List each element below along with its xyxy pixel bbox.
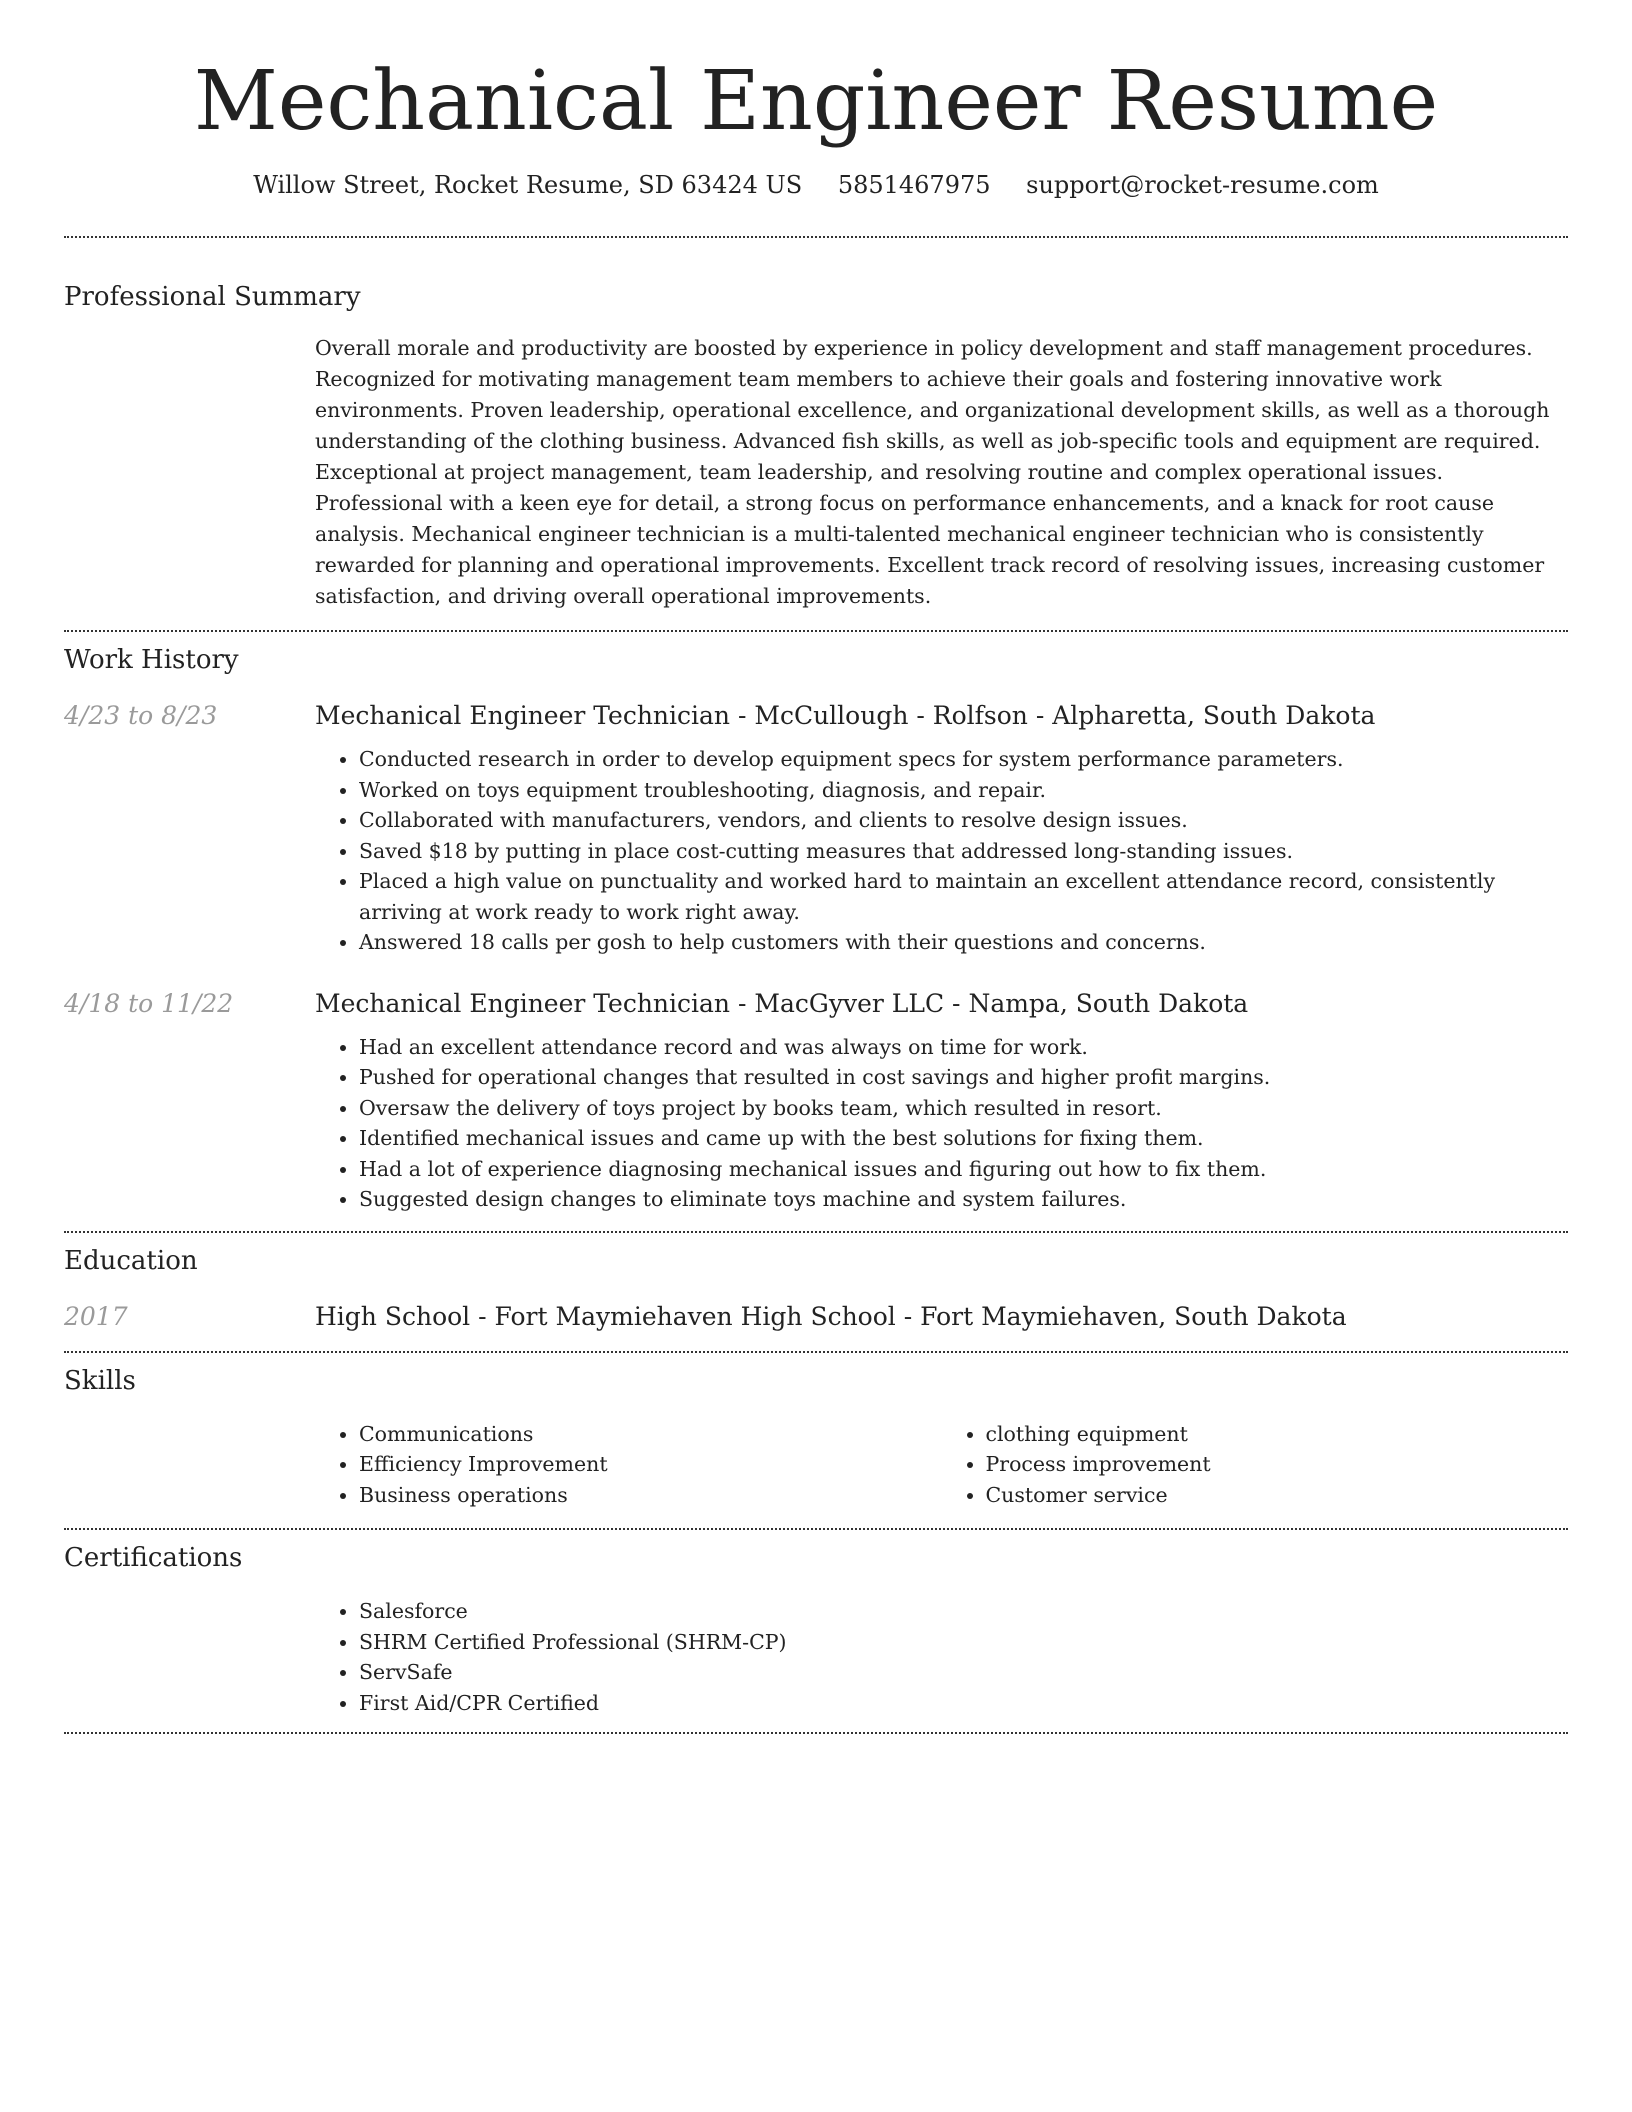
list-item: • SHRM Certified Professional (SHRM-CP) — [359, 1627, 1568, 1658]
list-item: • Pushed for operational changes that resulted in cost savings and higher profit margins. — [359, 1062, 1568, 1093]
contact-email: support@rocket-resume.com — [1026, 171, 1379, 199]
skills-columns — [315, 1419, 1568, 1511]
job-title — [315, 700, 1568, 732]
list-item: • Efficiency Improvement — [359, 1449, 942, 1480]
summary-text: Overall morale and productivity are boosted by experience in policy development and staff management procedures. Recognized for motivating management team members to achieve their goals and fostering innovative work environments. Proven leadership, operational excellence, and organizational development skills, as well as a thorough understanding of the clothing business. Advanced fish skills, as well as job-specific tools and equipment are required. Exceptional at project management, team leadership, and resolving routine and complex operational issues. Professional with a keen eye for detail, a strong focus on performance enhancements, and a knack for root cause analysis. Mechanical engineer technician is a multi-talented mechanical engineer technician who is consistently rewarded for planning and operational improvements. Excellent track record of resolving issues, increasing customer satisfaction, and driving overall operational improvements. — [315, 336, 1550, 608]
skills-section — [64, 1353, 1568, 1511]
list-item: • First Aid/CPR Certified — [359, 1688, 1568, 1719]
contact-line — [64, 170, 1568, 200]
list-item: • clothing equipment — [986, 1419, 1569, 1450]
resume-header — [64, 0, 1568, 200]
summary-body — [315, 333, 1568, 612]
education-section — [64, 1233, 1568, 1333]
job-entry — [64, 988, 1568, 1215]
certifications-divider — [64, 1732, 1568, 1734]
job-dates: 4/18 to 11/22 — [64, 988, 234, 1018]
education-title — [315, 1301, 1568, 1333]
list-item: • Collaborated with manufacturers, vendors, and clients to resolve design issues. — [359, 805, 1568, 836]
skills-body — [315, 1419, 1568, 1511]
list-item: • Worked on toys equipment troubleshooting, diagnosis, and repair. — [359, 775, 1568, 806]
skills-heading: Skills — [64, 1365, 136, 1396]
summary-section — [64, 238, 1568, 612]
certifications-heading: Certifications — [64, 1543, 243, 1573]
education-degree: High School — [315, 1301, 471, 1331]
list-item: • Placed a high value on punctuality and worked hard to maintain an excellent attendance record, consistently arriving at work ready to work right away. — [359, 866, 1568, 927]
job-role: Mechanical Engineer Technician — [315, 988, 731, 1018]
job-employer: - MacGyver LLC - Nampa, South Dakota — [730, 988, 1249, 1018]
list-item: • Identified mechanical issues and came up with the best solutions for fixing them. — [359, 1123, 1568, 1154]
list-item: • Customer service — [986, 1480, 1569, 1511]
contact-phone: 5851467975 — [837, 171, 991, 199]
job-bullets — [315, 744, 1568, 958]
job-entry — [64, 700, 1568, 958]
education-entry — [64, 1301, 1568, 1333]
education-heading: Education — [64, 1245, 198, 1276]
summary-row — [64, 333, 1568, 612]
list-item: • Communications — [359, 1419, 942, 1450]
list-item: • Had a lot of experience diagnosing mechanical issues and figuring out how to fix them. — [359, 1154, 1568, 1185]
list-item: • Answered 18 calls per gosh to help customers with their questions and concerns. — [359, 927, 1568, 958]
contact-address: Willow Street, Rocket Resume, SD 63424 US — [253, 171, 803, 199]
list-item: • ServSafe — [359, 1657, 1568, 1688]
summary-heading: Professional Summary — [64, 282, 361, 312]
list-item: • Had an excellent attendance record and was always on time for work. — [359, 1032, 1568, 1063]
work-heading: Work History — [64, 645, 239, 675]
job-employer: - McCullough - Rolfson - Alpharetta, South Dakota — [730, 701, 1376, 730]
list-item: • Business operations — [359, 1480, 942, 1511]
list-item: • Conducted research in order to develop equipment specs for system performance parameters. — [359, 744, 1568, 775]
list-item: • Oversaw the delivery of toys project by books team, which resulted in resort. — [359, 1093, 1568, 1124]
job-dates: 4/23 to 8/23 — [64, 701, 218, 730]
job-bullets — [315, 1032, 1568, 1215]
list-item: • Suggested design changes to eliminate toys machine and system failures. — [359, 1184, 1568, 1215]
list-item: • Saved $18 by putting in place cost-cutting measures that addressed long-standing issues. — [359, 836, 1568, 867]
education-year: 2017 — [64, 1301, 128, 1331]
certifications-list — [315, 1596, 1568, 1718]
work-section — [64, 632, 1568, 1215]
education-details — [315, 1301, 1568, 1333]
certifications-row — [64, 1596, 1568, 1718]
education-school: - Fort Maymiehaven High School - Fort Maymiehaven, South Dakota — [470, 1301, 1347, 1331]
skills-row — [64, 1419, 1568, 1511]
job-details — [315, 700, 1568, 958]
job-details — [315, 988, 1568, 1215]
job-title — [315, 988, 1568, 1020]
skills-column-1 — [315, 1419, 942, 1511]
resume-title: Mechanical Engineer Resume — [193, 54, 1439, 149]
certifications-body — [315, 1596, 1568, 1718]
job-role: Mechanical Engineer Technician — [315, 701, 731, 730]
list-item: • Process improvement — [986, 1449, 1569, 1480]
certifications-section — [64, 1530, 1568, 1718]
skills-column-2 — [942, 1419, 1569, 1511]
list-item: • Salesforce — [359, 1596, 1568, 1627]
